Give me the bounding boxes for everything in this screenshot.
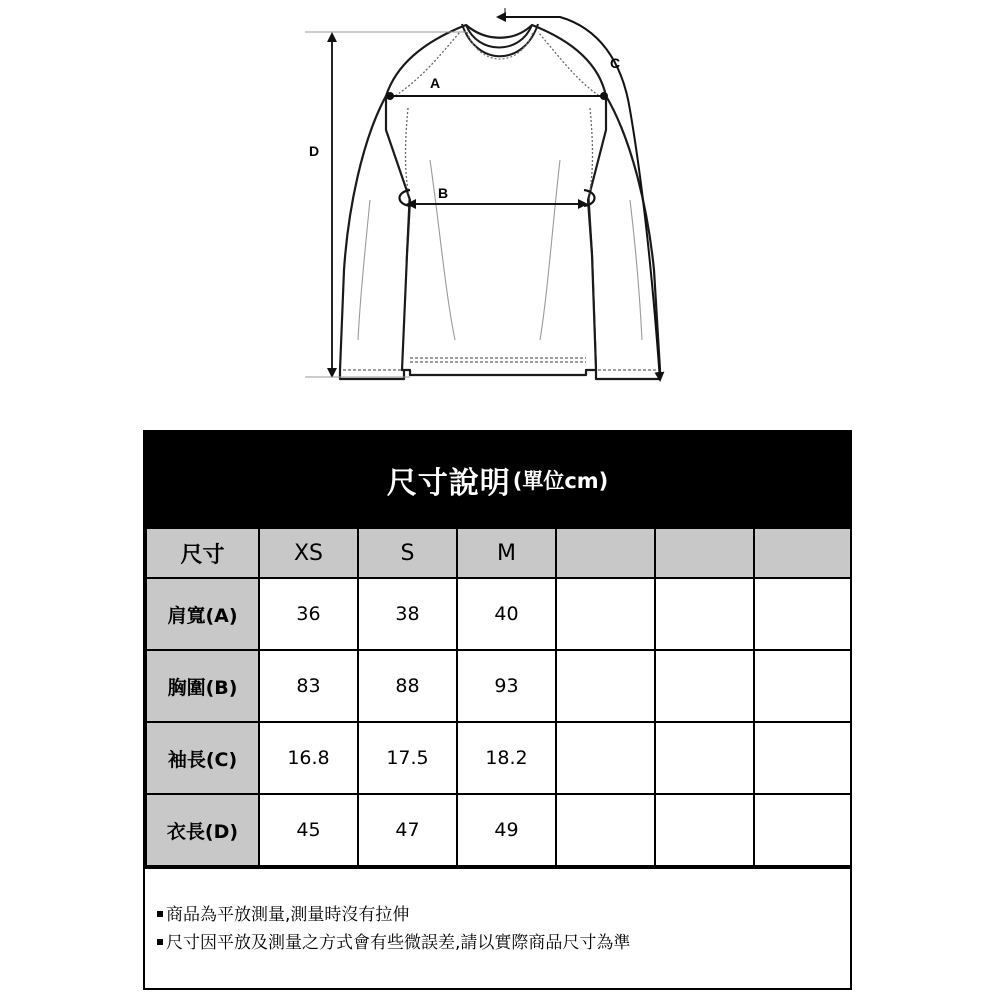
size-header-label: 尺寸	[146, 528, 259, 578]
row-label-sleeve: 袖長(C)	[146, 722, 259, 794]
garment-measurement-diagram	[0, 0, 1000, 400]
table-cell: 36	[259, 578, 358, 650]
label-d: D	[309, 143, 320, 159]
size-table	[145, 527, 852, 867]
note-text: 商品為平放測量,測量時沒有拉伸	[166, 905, 410, 925]
row-label-chest: 胸圍(B)	[146, 650, 259, 722]
table-row	[146, 650, 851, 722]
table-cell: 17.5	[358, 722, 457, 794]
table-cell	[556, 722, 655, 794]
table-cell	[754, 722, 851, 794]
table-cell: 47	[358, 794, 457, 866]
size-chart-unit: (單位cm)	[512, 468, 609, 493]
size-header-empty	[556, 528, 655, 578]
table-cell	[556, 650, 655, 722]
table-cell: 83	[259, 650, 358, 722]
table-row	[146, 794, 851, 866]
size-chart	[143, 430, 852, 990]
table-cell	[754, 650, 851, 722]
table-cell: 16.8	[259, 722, 358, 794]
label-b: B	[438, 185, 449, 201]
row-label-length: 衣長(D)	[146, 794, 259, 866]
size-chart-title-bar	[145, 432, 850, 527]
table-cell: 38	[358, 578, 457, 650]
table-cell	[556, 578, 655, 650]
note-text: 尺寸因平放及測量之方式會有些微誤差,請以實際商品尺寸為準	[166, 933, 631, 953]
table-cell: 49	[457, 794, 556, 866]
table-cell	[556, 794, 655, 866]
size-header-xs: XS	[259, 528, 358, 578]
notes	[145, 867, 850, 981]
row-label-shoulder: 肩寬(A)	[146, 578, 259, 650]
size-header-empty	[754, 528, 851, 578]
table-cell: 40	[457, 578, 556, 650]
table-cell	[754, 794, 851, 866]
table-cell	[655, 650, 754, 722]
table-cell: 45	[259, 794, 358, 866]
table-cell	[655, 578, 754, 650]
size-header-row	[146, 528, 851, 578]
label-a: A	[430, 75, 441, 91]
sweater-outline	[340, 25, 660, 379]
table-cell: 88	[358, 650, 457, 722]
table-cell	[655, 722, 754, 794]
table-row	[146, 578, 851, 650]
note-item	[155, 901, 850, 929]
table-cell: 93	[457, 650, 556, 722]
size-chart-title: 尺寸說明	[386, 465, 511, 501]
table-cell	[754, 578, 851, 650]
table-cell	[655, 794, 754, 866]
size-header-s: S	[358, 528, 457, 578]
table-row	[146, 722, 851, 794]
label-c: C	[610, 55, 621, 71]
size-header-empty	[655, 528, 754, 578]
table-cell: 18.2	[457, 722, 556, 794]
note-item	[155, 929, 850, 957]
bullet-icon	[157, 911, 163, 917]
size-header-m: M	[457, 528, 556, 578]
bullet-icon	[157, 939, 163, 945]
